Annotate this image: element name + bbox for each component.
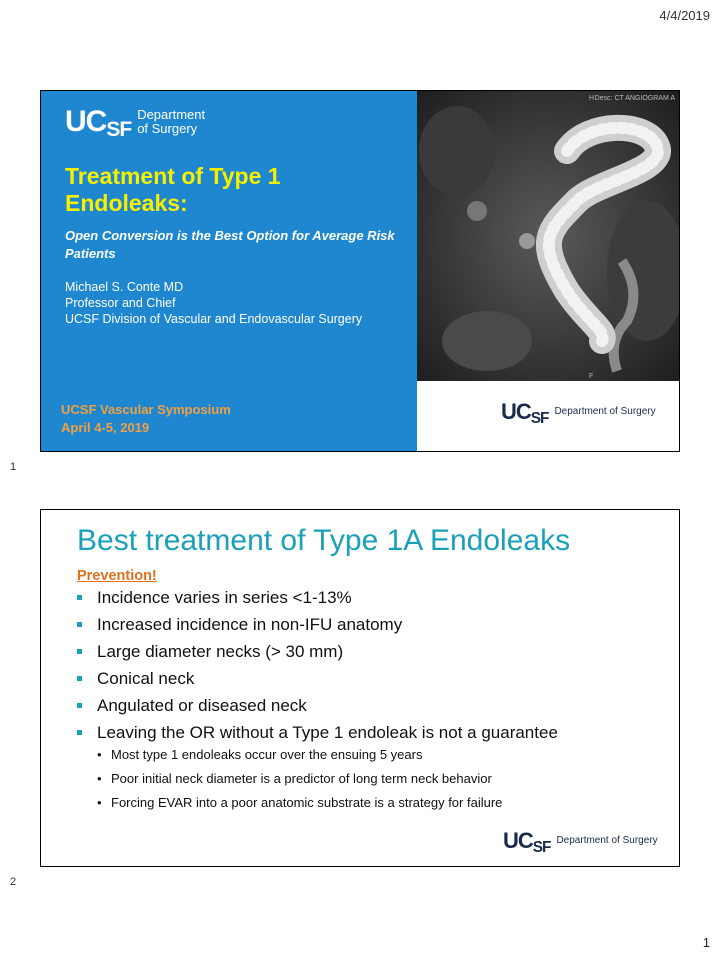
ucsf-wordmark: UCSF: [65, 105, 132, 142]
bullet-square-icon: [77, 595, 82, 600]
list-item: Conical neck: [71, 669, 671, 689]
logo-dept-line2: of Surgery: [137, 121, 198, 136]
list-item: Angulated or diseased neck: [71, 696, 671, 716]
sub-list-item: • Forcing EVAR into a poor anatomic substrate is a strategy for failure: [97, 795, 671, 811]
ct-angiogram-image: [417, 91, 679, 381]
author-title: Professor and Chief: [65, 296, 176, 310]
slide-title: Treatment of Type 1 Endoleaks:: [65, 163, 281, 216]
bullet-square-icon: [77, 676, 82, 681]
symposium-date: April 4-5, 2019: [61, 420, 150, 435]
ct-label-f: F: [589, 373, 594, 380]
slide-1: [40, 90, 680, 452]
bottom-ucsf-wordmark: UCSF: [501, 399, 549, 427]
list-item: Increased incidence in non-IFU anatomy: [71, 615, 671, 635]
slide-2: [40, 509, 680, 867]
slide-2-number: 2: [10, 876, 17, 888]
sub-bullet-list: [97, 747, 671, 811]
prevention-heading: Prevention!: [77, 568, 157, 584]
bottom-logo-box: [417, 381, 679, 451]
sub-list-item: • Poor initial neck diameter is a predictor of long term neck behavior: [97, 771, 671, 787]
list-item: Large diameter necks (> 30 mm): [71, 642, 671, 662]
bullet-square-icon: [77, 622, 82, 627]
bullet-square-icon: [77, 703, 82, 708]
title-panel: [41, 91, 417, 451]
slide-2-ucsf-wordmark: UCSF: [503, 828, 551, 856]
slide-2-logo-department: Department of Surgery: [556, 835, 658, 846]
ct-scan-graphic: [417, 91, 679, 381]
symposium-name: UCSF Vascular Symposium: [61, 402, 231, 417]
slide-1-number: 1: [10, 461, 17, 473]
symposium-info: [61, 401, 231, 437]
list-item: Leaving the OR without a Type 1 endoleak is not a guarantee • Most type 1 endoleaks occur over the ensuing 5 years • Poor initial neck diameter is a predictor of long term neck behavior • Forcing EVAR into a poor anatomic substrate is a strategy for failure: [71, 723, 671, 811]
sub-list-item: • Most type 1 endoleaks occur over the ensuing 5 years: [97, 747, 671, 763]
header-date: 4/4/2019: [659, 8, 710, 23]
bottom-ucsf-logo: [501, 399, 656, 425]
bullet-square-icon: [77, 730, 82, 735]
author-division: UCSF Division of Vascular and Endovascular Surgery: [65, 312, 363, 326]
slide-2-title: Best treatment of Type 1A Endoleaks: [77, 524, 571, 557]
ct-label-h: H: [589, 95, 595, 102]
author-block: [65, 279, 362, 327]
logo-department-text: [137, 108, 205, 136]
bullet-list: [71, 588, 671, 819]
slide-2-ucsf-logo: [503, 828, 658, 854]
logo-dept-line1: Department: [137, 107, 206, 122]
list-item: Incidence varies in series <1-13%: [71, 588, 671, 608]
bottom-logo-department: Department of Surgery: [554, 406, 656, 417]
ct-label-desc: Desc: CT ANGIOGRAM A: [594, 95, 675, 102]
bullet-square-icon: [77, 649, 82, 654]
author-name: Michael S. Conte MD: [65, 280, 184, 294]
ucsf-logo: [65, 105, 206, 142]
slide-subtitle: Open Conversion is the Best Option for Average Risk Patients: [65, 228, 395, 261]
page-number: 1: [702, 935, 710, 950]
